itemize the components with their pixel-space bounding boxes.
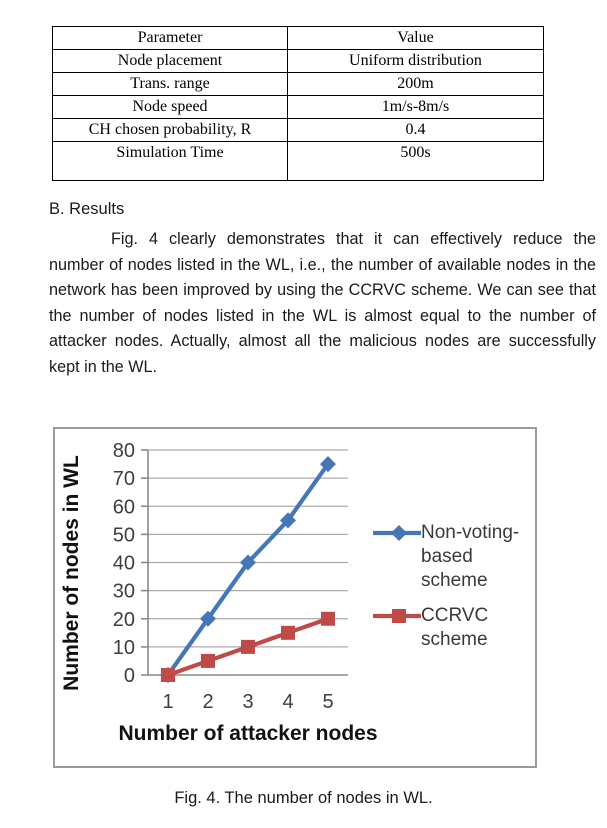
legend-label: CCRVC scheme <box>421 605 489 650</box>
table-cell: 200m <box>288 73 544 96</box>
x-tick-label: 4 <box>282 691 294 713</box>
y-tick-label: 0 <box>123 665 135 687</box>
square-marker-icon <box>161 668 175 682</box>
table-row <box>53 50 544 73</box>
x-tick-label: 1 <box>162 691 174 713</box>
table-header-cell: Value <box>288 27 544 50</box>
x-tick-label: 5 <box>322 691 334 713</box>
table-cell: Node speed <box>53 96 288 119</box>
x-tick-label: 2 <box>202 691 214 713</box>
square-marker-icon <box>373 604 421 628</box>
table-cell: 500s <box>288 142 544 181</box>
results-section-heading: B. Results <box>49 200 125 218</box>
parameter-table-body <box>53 27 544 181</box>
square-marker-icon <box>241 640 255 654</box>
table-cell: Uniform distribution <box>288 50 544 73</box>
square-marker-icon <box>321 612 335 626</box>
table-header-cell: Parameter <box>53 27 288 50</box>
figure-caption: Fig. 4. The number of nodes in WL. <box>174 789 433 807</box>
y-tick-label: 60 <box>112 496 135 519</box>
diamond-marker-icon <box>373 521 421 545</box>
y-tick-label: 20 <box>112 608 135 631</box>
table-cell: Simulation Time <box>53 142 288 181</box>
table-cell: 0.4 <box>288 119 544 142</box>
table-cell: Trans. range <box>53 73 288 96</box>
square-marker-icon <box>281 626 295 640</box>
x-axis-title: Number of attacker nodes <box>118 722 378 745</box>
y-tick-label: 50 <box>112 524 135 547</box>
square-marker-icon <box>201 654 215 668</box>
line-chart-plot <box>55 429 535 766</box>
table-cell: 1m/s-8m/s <box>288 96 544 119</box>
results-paragraph: Fig. 4 clearly demonstrates that it can effectively reduce the number of nodes listed in the WL, i.e., the number of available nodes in the network has been improved by using the CCRVC scheme. We can see that the number of nodes listed in the WL is almost equal to the number of attacker nodes. Actually, almost all the malicious nodes are successfully kept in the WL. <box>49 230 596 376</box>
y-tick-label: 70 <box>112 468 135 491</box>
table-cell: CH chosen probability, R <box>53 119 288 142</box>
y-tick-label: 40 <box>112 552 135 575</box>
table-row <box>53 73 544 96</box>
legend-label: Non-voting-based scheme <box>421 522 520 591</box>
y-tick-label: 30 <box>112 580 135 603</box>
simulation-parameter-table <box>52 26 544 181</box>
square-marker-icon <box>392 609 406 623</box>
figure-4-chart <box>53 427 537 768</box>
table-row <box>53 96 544 119</box>
table-row <box>53 142 544 181</box>
x-tick-label: 3 <box>242 691 254 713</box>
legend-entry-non-voting <box>373 521 531 593</box>
table-header-row <box>53 27 544 50</box>
y-axis-title: Number of nodes in WL <box>60 455 83 691</box>
table-row <box>53 119 544 142</box>
diamond-marker-icon <box>391 525 407 541</box>
y-tick-label: 10 <box>112 636 135 659</box>
legend-entry-ccrvc <box>373 604 531 652</box>
table-cell: Node placement <box>53 50 288 73</box>
y-tick-label: 80 <box>112 440 135 462</box>
